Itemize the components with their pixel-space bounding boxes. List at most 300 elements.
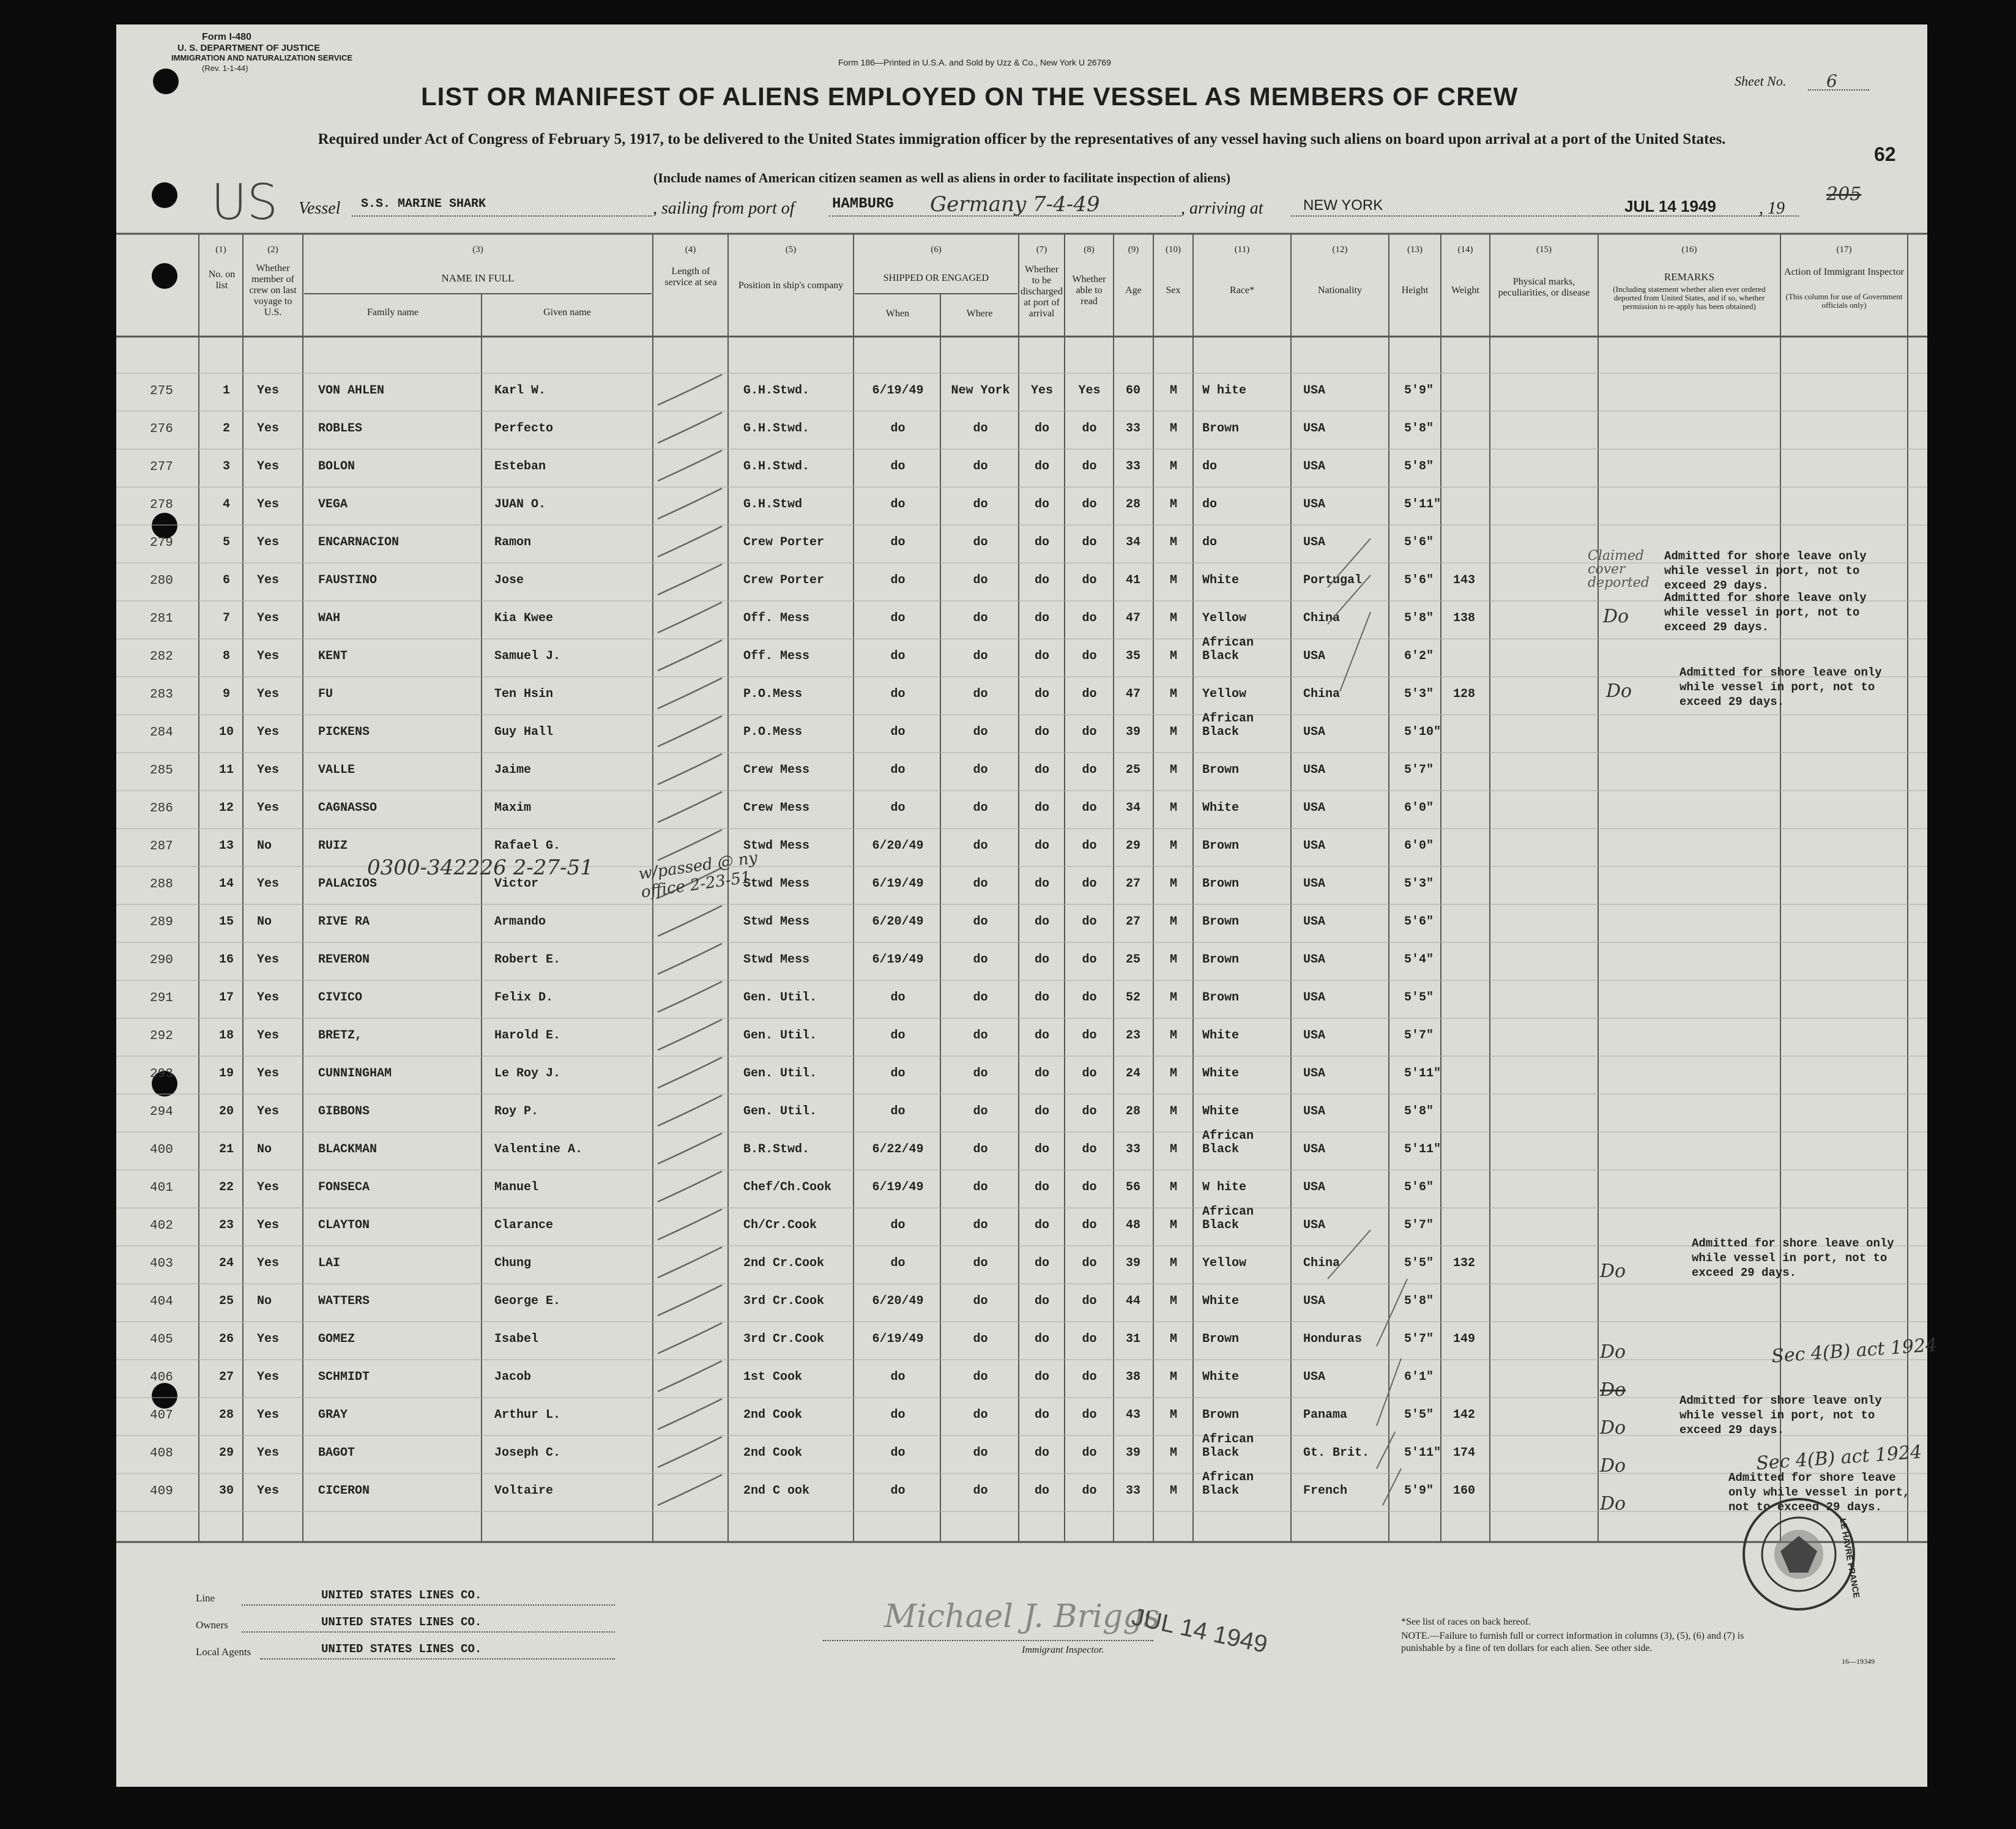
row-stamp-number: 408 — [150, 1447, 173, 1461]
last-voyage: Yes — [257, 1180, 280, 1194]
able-to-read: do — [1082, 1067, 1097, 1081]
list-number: 4 — [222, 497, 230, 512]
discharged: do — [1034, 953, 1049, 967]
height: 5'10" — [1404, 725, 1441, 739]
col-header-remarks: REMARKS — [1664, 271, 1715, 283]
row-stamp-number: 276 — [150, 422, 173, 436]
arrival-date: JUL 14 1949 — [1624, 197, 1716, 215]
last-voyage: Yes — [257, 649, 280, 663]
shipped-where: do — [973, 1294, 988, 1308]
last-voyage: Yes — [257, 763, 280, 777]
us-mark: US — [211, 174, 278, 231]
position: Crew Porter — [743, 535, 825, 549]
age: 44 — [1125, 1294, 1140, 1308]
family-name: BRETZ, — [318, 1029, 363, 1043]
departure-port: HAMBURG — [832, 196, 894, 212]
last-voyage: Yes — [257, 573, 280, 587]
shipped-when: 6/20/49 — [872, 1294, 924, 1308]
age: 52 — [1125, 991, 1140, 1005]
sex: M — [1169, 839, 1177, 853]
able-to-read: do — [1082, 839, 1097, 853]
nationality: French — [1303, 1484, 1348, 1498]
col-header-sex: Sex — [1166, 285, 1181, 296]
able-to-read: do — [1082, 763, 1097, 777]
able-to-read: do — [1082, 1180, 1097, 1194]
sheet-number: 6 — [1826, 71, 1837, 91]
family-name: CUNNINGHAM — [318, 1067, 392, 1081]
shipped-when: do — [890, 801, 906, 815]
height: 5'8" — [1404, 460, 1434, 474]
do-mark: Do — [1600, 1341, 1626, 1363]
service-stroke — [658, 1247, 722, 1278]
remark-shore-leave: Admitted for shore leave only while vessel in port, not to exceed 29 days. — [1679, 666, 1882, 709]
col-header-name: NAME IN FULL — [441, 272, 515, 284]
shipped-when: 6/19/49 — [872, 953, 924, 967]
do-mark: Do — [1603, 606, 1629, 627]
able-to-read: do — [1082, 1218, 1097, 1232]
race: African Black — [1202, 1205, 1254, 1232]
sex: M — [1169, 1256, 1177, 1270]
given-name: Karl W. — [494, 384, 546, 398]
height: 5'8" — [1404, 422, 1434, 436]
given-name: Kia Kwee — [494, 611, 554, 625]
page-number: 62 — [1874, 143, 1896, 165]
shipped-where: do — [973, 877, 988, 891]
family-name: FU — [318, 687, 333, 701]
service-stroke — [658, 488, 722, 519]
age: 39 — [1125, 1256, 1140, 1270]
able-to-read: do — [1082, 422, 1097, 436]
inspector-dots — [823, 1640, 1153, 1641]
nationality: USA — [1303, 1067, 1326, 1081]
list-number: 13 — [218, 839, 234, 853]
remark-shore-leave: Admitted for shore leave only while vessel in port, not to exceed 29 days. — [1664, 591, 1867, 634]
service-stroke — [658, 1095, 722, 1126]
sex: M — [1169, 1446, 1177, 1460]
footer-owners-label: Owners — [196, 1619, 228, 1631]
shipped-where: do — [973, 991, 988, 1005]
service-stroke — [658, 1399, 722, 1429]
tick-mark — [1377, 1279, 1407, 1346]
nationality: USA — [1303, 1142, 1326, 1157]
col-num-11: (11) — [1234, 245, 1250, 255]
height: 5'6" — [1404, 915, 1434, 929]
list-number: 10 — [218, 725, 234, 739]
list-number: 9 — [222, 687, 230, 701]
last-voyage: Yes — [257, 725, 280, 739]
col-num-16: (16) — [1681, 245, 1697, 255]
service-stroke — [658, 374, 722, 405]
able-to-read: do — [1082, 1142, 1097, 1157]
row-stamp-number: 403 — [150, 1257, 173, 1271]
year-suffix: , 19 — [1759, 199, 1785, 218]
shipped-where: do — [973, 1332, 988, 1346]
nationality: USA — [1303, 763, 1326, 777]
family-name: SCHMIDT — [318, 1370, 370, 1384]
tick-mark — [1383, 1469, 1401, 1505]
row-stamp-number: 284 — [150, 726, 173, 740]
last-voyage: Yes — [257, 1370, 280, 1384]
able-to-read: do — [1082, 573, 1097, 587]
shipped-when: do — [890, 991, 906, 1005]
departure-port-handwritten: Germany 7-4-49 — [930, 192, 1100, 217]
col-num-5: (5) — [785, 245, 797, 255]
footer-line-value: UNITED STATES LINES CO. — [321, 1589, 482, 1602]
manifest-subtitle: Required under Act of Congress of February 5, 1917, to be delivered to the United States immigration officer by the representatives of any vessel having such aliens on board upon arrival at a port of the United States. — [318, 131, 1726, 147]
list-number: 11 — [218, 763, 234, 777]
sex: M — [1169, 497, 1177, 512]
nationality: USA — [1303, 725, 1326, 739]
row-stamp-number: 277 — [150, 460, 173, 474]
last-voyage: Yes — [257, 1446, 280, 1460]
last-voyage: Yes — [257, 384, 280, 398]
footer-line-label: Line — [196, 1592, 215, 1604]
able-to-read: do — [1082, 877, 1097, 891]
do-mark: Do — [1600, 1455, 1626, 1477]
list-number: 29 — [218, 1446, 234, 1460]
remark-shore-leave: Admitted for shore leave only while vessel in port, not to exceed 29 days. — [1692, 1237, 1894, 1280]
shipped-where: do — [973, 1256, 988, 1270]
family-name: GIBBONS — [318, 1104, 370, 1119]
height: 5'9" — [1404, 384, 1434, 398]
position: Stwd Mess — [743, 839, 810, 853]
col-num-7: (7) — [1036, 245, 1047, 255]
discharged: do — [1034, 991, 1049, 1005]
form-code: 16—19349 — [1842, 1657, 1875, 1666]
col-num-1: (1) — [215, 245, 226, 255]
age: 31 — [1125, 1332, 1140, 1346]
col-header-shipped: SHIPPED OR ENGAGED — [883, 273, 989, 283]
age: 38 — [1125, 1370, 1140, 1384]
shipped-where: do — [973, 535, 988, 549]
sex: M — [1169, 1142, 1177, 1157]
height: 5'5" — [1404, 1256, 1434, 1270]
family-name: RUIZ — [318, 839, 348, 853]
form-service: IMMIGRATION AND NATURALIZATION SERVICE — [171, 53, 353, 62]
last-voyage: Yes — [257, 1218, 280, 1232]
given-name: Esteban — [494, 460, 546, 474]
list-number: 16 — [218, 953, 234, 967]
list-number: 1 — [222, 384, 230, 398]
race: do — [1202, 535, 1218, 549]
row-stamp-number: 409 — [150, 1484, 173, 1499]
col-num-6: (6) — [931, 245, 942, 255]
discharged: do — [1034, 1067, 1049, 1081]
age: 29 — [1125, 839, 1140, 853]
given-name: Voltaire — [494, 1484, 554, 1498]
remark-shore-leave: Admitted for shore leave only while vessel in port, not to exceed 29 days. — [1728, 1471, 1910, 1514]
discharged: do — [1034, 1370, 1049, 1384]
row-stamp-number: 275 — [150, 384, 173, 398]
row-stamp-number: 406 — [150, 1371, 173, 1385]
last-voyage: Yes — [257, 1067, 280, 1081]
given-name: Guy Hall — [494, 725, 554, 739]
last-voyage: No — [257, 1294, 272, 1308]
col-num-12: (12) — [1332, 245, 1348, 255]
row-stamp-number: 280 — [150, 574, 173, 588]
position: Stwd Mess — [743, 915, 810, 929]
discharged: do — [1034, 611, 1049, 625]
row-stamp-number: 289 — [150, 915, 173, 929]
age: 33 — [1125, 1142, 1140, 1157]
row-stamp-number: 279 — [150, 536, 173, 550]
given-name: Felix D. — [494, 991, 554, 1005]
age: 33 — [1125, 422, 1140, 436]
able-to-read: do — [1082, 535, 1097, 549]
discharged: do — [1034, 801, 1049, 815]
shipped-when: do — [890, 1408, 906, 1422]
race: do — [1202, 497, 1218, 512]
sex: M — [1169, 573, 1177, 587]
height: 5'7" — [1404, 1332, 1434, 1346]
position: Stwd Mess — [743, 877, 810, 891]
able-to-read: do — [1082, 1484, 1097, 1498]
row-stamp-number: 293 — [150, 1067, 173, 1081]
nationality: USA — [1303, 1180, 1326, 1194]
sex: M — [1169, 687, 1177, 701]
shipped-when: do — [890, 1484, 906, 1498]
col-header-family-name: Family name — [367, 307, 418, 318]
nationality: USA — [1303, 422, 1326, 436]
nationality: USA — [1303, 839, 1326, 853]
race: White — [1202, 1029, 1240, 1043]
col-header-age: Age — [1125, 285, 1142, 296]
sex: M — [1169, 801, 1177, 815]
given-name: Valentine A. — [494, 1142, 583, 1157]
race: Yellow — [1202, 611, 1247, 625]
tick-mark — [1377, 1358, 1401, 1426]
col-header-action-detail: (This column for use of Government officials only) — [1785, 292, 1903, 310]
discharged: do — [1034, 1484, 1049, 1498]
age: 39 — [1125, 725, 1140, 739]
shipped-when: do — [890, 763, 906, 777]
nationality: USA — [1303, 877, 1326, 891]
form-dept: U. S. DEPARTMENT OF JUSTICE — [177, 43, 321, 53]
age: 34 — [1125, 535, 1140, 549]
age: 60 — [1125, 384, 1140, 398]
age: 47 — [1125, 687, 1140, 701]
col-header-nationality: Nationality — [1318, 285, 1362, 296]
service-stroke — [658, 1133, 722, 1164]
seal-text: LE HAVRE FRANCE — [1838, 1518, 1862, 1599]
age: 41 — [1125, 573, 1140, 587]
list-number: 3 — [222, 460, 230, 474]
list-number: 14 — [218, 877, 234, 891]
race: Brown — [1202, 1408, 1240, 1422]
discharged: do — [1034, 1142, 1049, 1157]
form-rev: (Rev. 1-1-44) — [202, 64, 248, 73]
col-num-8: (8) — [1084, 245, 1095, 255]
shipped-when: 6/20/49 — [872, 915, 924, 929]
race: Brown — [1202, 915, 1240, 929]
height: 5'6" — [1404, 1180, 1434, 1194]
sex: M — [1169, 1180, 1177, 1194]
age: 25 — [1125, 763, 1140, 777]
family-name: RIVE RA — [318, 915, 370, 929]
shipped-where: do — [973, 611, 988, 625]
shipped-where: do — [973, 573, 988, 587]
col-header-race: Race* — [1230, 285, 1254, 296]
list-number: 18 — [218, 1029, 234, 1043]
race: White — [1202, 573, 1240, 587]
last-voyage: Yes — [257, 1256, 280, 1270]
nationality: USA — [1303, 1294, 1326, 1308]
given-name: Chung — [494, 1256, 532, 1270]
nationality: USA — [1303, 535, 1326, 549]
discharged: do — [1034, 1180, 1049, 1194]
last-voyage: Yes — [257, 687, 280, 701]
family-name: FONSECA — [318, 1180, 370, 1194]
nationality: USA — [1303, 1104, 1326, 1119]
able-to-read: do — [1082, 1104, 1097, 1119]
shipped-where: do — [973, 460, 988, 474]
able-to-read: do — [1082, 611, 1097, 625]
col-header-action: Action of Immigrant Inspector — [1784, 267, 1904, 277]
col-num-9: (9) — [1128, 245, 1139, 255]
inspector-stamp-date: JUL 14 1949 — [1129, 1603, 1270, 1658]
row-stamp-number: 291 — [150, 991, 173, 1005]
given-name: Jaime — [494, 763, 532, 777]
footer-agents-value: UNITED STATES LINES CO. — [321, 1642, 482, 1656]
nationality: Panama — [1303, 1408, 1348, 1422]
list-number: 12 — [218, 801, 234, 815]
able-to-read: Yes — [1078, 384, 1101, 398]
age: 24 — [1125, 1067, 1140, 1081]
shipped-where: do — [973, 801, 988, 815]
list-number: 2 — [222, 422, 230, 436]
position: 3rd Cr.Cook — [743, 1332, 825, 1346]
service-stroke — [658, 1323, 722, 1354]
family-name: GRAY — [318, 1408, 348, 1422]
shipped-when: do — [890, 1067, 906, 1081]
service-stroke — [658, 526, 722, 557]
col-num-3: (3) — [472, 245, 483, 255]
last-voyage: Yes — [257, 991, 280, 1005]
weight: 138 — [1453, 611, 1476, 625]
position: Gen. Util. — [743, 1104, 817, 1119]
sex: M — [1169, 953, 1177, 967]
discharged: do — [1034, 725, 1049, 739]
row-stamp-number: 292 — [150, 1029, 173, 1043]
ruiz-handwritten-note: w/passed @ ny office 2-23-51 — [637, 848, 759, 902]
service-stroke — [658, 640, 722, 671]
position: G.H.Stwd — [743, 497, 803, 512]
shipped-where: do — [973, 1142, 988, 1157]
height: 5'7" — [1404, 1029, 1434, 1043]
last-voyage: Yes — [257, 460, 280, 474]
sex: M — [1169, 460, 1177, 474]
position: 2nd Cook — [743, 1446, 803, 1460]
discharged: do — [1034, 1408, 1049, 1422]
list-number: 30 — [218, 1484, 234, 1498]
family-name: PALACIOS — [318, 877, 378, 891]
discharged: do — [1034, 422, 1049, 436]
struck-number: 205 — [1826, 184, 1862, 205]
sex: M — [1169, 1408, 1177, 1422]
col-num-13: (13) — [1407, 245, 1423, 255]
discharged: do — [1034, 877, 1049, 891]
shipped-when: 6/19/49 — [872, 877, 924, 891]
service-stroke — [658, 906, 722, 936]
col-num-10: (10) — [1166, 245, 1181, 255]
last-voyage: Yes — [257, 877, 280, 891]
age: 48 — [1125, 1218, 1140, 1232]
given-name: Perfecto — [494, 422, 554, 436]
able-to-read: do — [1082, 1332, 1097, 1346]
position: P.O.Mess — [743, 725, 803, 739]
nationality: USA — [1303, 1370, 1326, 1384]
position: Off. Mess — [743, 611, 810, 625]
race: Brown — [1202, 763, 1240, 777]
shipped-when: do — [890, 460, 906, 474]
shipped-where: do — [973, 422, 988, 436]
position: Ch/Cr.Cook — [743, 1218, 817, 1232]
shipped-when: do — [890, 725, 906, 739]
row-stamp-number: 281 — [150, 612, 173, 626]
height: 5'6" — [1404, 573, 1434, 587]
sex: M — [1169, 991, 1177, 1005]
do-mark: Do — [1600, 1417, 1626, 1439]
position: B.R.Stwd. — [743, 1142, 810, 1157]
service-stroke — [658, 1285, 722, 1316]
shipped-when: do — [890, 1370, 906, 1384]
race: Brown — [1202, 953, 1240, 967]
row-stamp-number: 407 — [150, 1409, 173, 1423]
nationality: USA — [1303, 1029, 1326, 1043]
discharged: do — [1034, 1332, 1049, 1346]
sex: M — [1169, 1370, 1177, 1384]
given-name: Le Roy J. — [494, 1067, 561, 1081]
sex: M — [1169, 1484, 1177, 1498]
given-name: Jose — [494, 573, 524, 587]
discharged: do — [1034, 763, 1049, 777]
sec-4b-note: Sec 4(B) act 1924 — [1755, 1441, 1923, 1475]
sex: M — [1169, 1332, 1177, 1346]
height: 5'8" — [1404, 1104, 1434, 1119]
sex: M — [1169, 725, 1177, 739]
do-mark: Do — [1600, 1261, 1626, 1282]
discharged: Yes — [1030, 384, 1053, 398]
service-stroke — [658, 1361, 722, 1391]
nationality: USA — [1303, 953, 1326, 967]
service-stroke — [658, 412, 722, 443]
sheet-label: Sheet No. — [1735, 73, 1787, 89]
col-num-4: (4) — [685, 245, 696, 255]
col-header-read: Whether able to read — [1072, 274, 1106, 307]
family-name: CLAYTON — [318, 1218, 370, 1232]
nationality: Portugal — [1303, 573, 1363, 587]
list-number: 23 — [218, 1218, 234, 1232]
service-stroke — [658, 1057, 722, 1088]
shipped-when: 6/19/49 — [872, 1180, 924, 1194]
col-header-weight: Weight — [1451, 285, 1479, 296]
sec-4b-note: Sec 4(B) act 1924 — [1771, 1334, 1938, 1368]
age: 23 — [1125, 1029, 1140, 1043]
row-stamp-number: 400 — [150, 1143, 173, 1157]
vessel-label: Vessel — [299, 199, 341, 218]
family-name: REVERON — [318, 953, 370, 967]
list-number: 20 — [218, 1104, 234, 1119]
shipped-where: do — [973, 1408, 988, 1422]
last-voyage: Yes — [257, 953, 280, 967]
weight: 132 — [1453, 1256, 1476, 1270]
given-name: Clarance — [494, 1218, 554, 1232]
shipped-where: do — [973, 1484, 988, 1498]
able-to-read: do — [1082, 649, 1097, 663]
position: Gen. Util. — [743, 1067, 817, 1081]
shipped-when: 6/20/49 — [872, 839, 924, 853]
race: Brown — [1202, 839, 1240, 853]
